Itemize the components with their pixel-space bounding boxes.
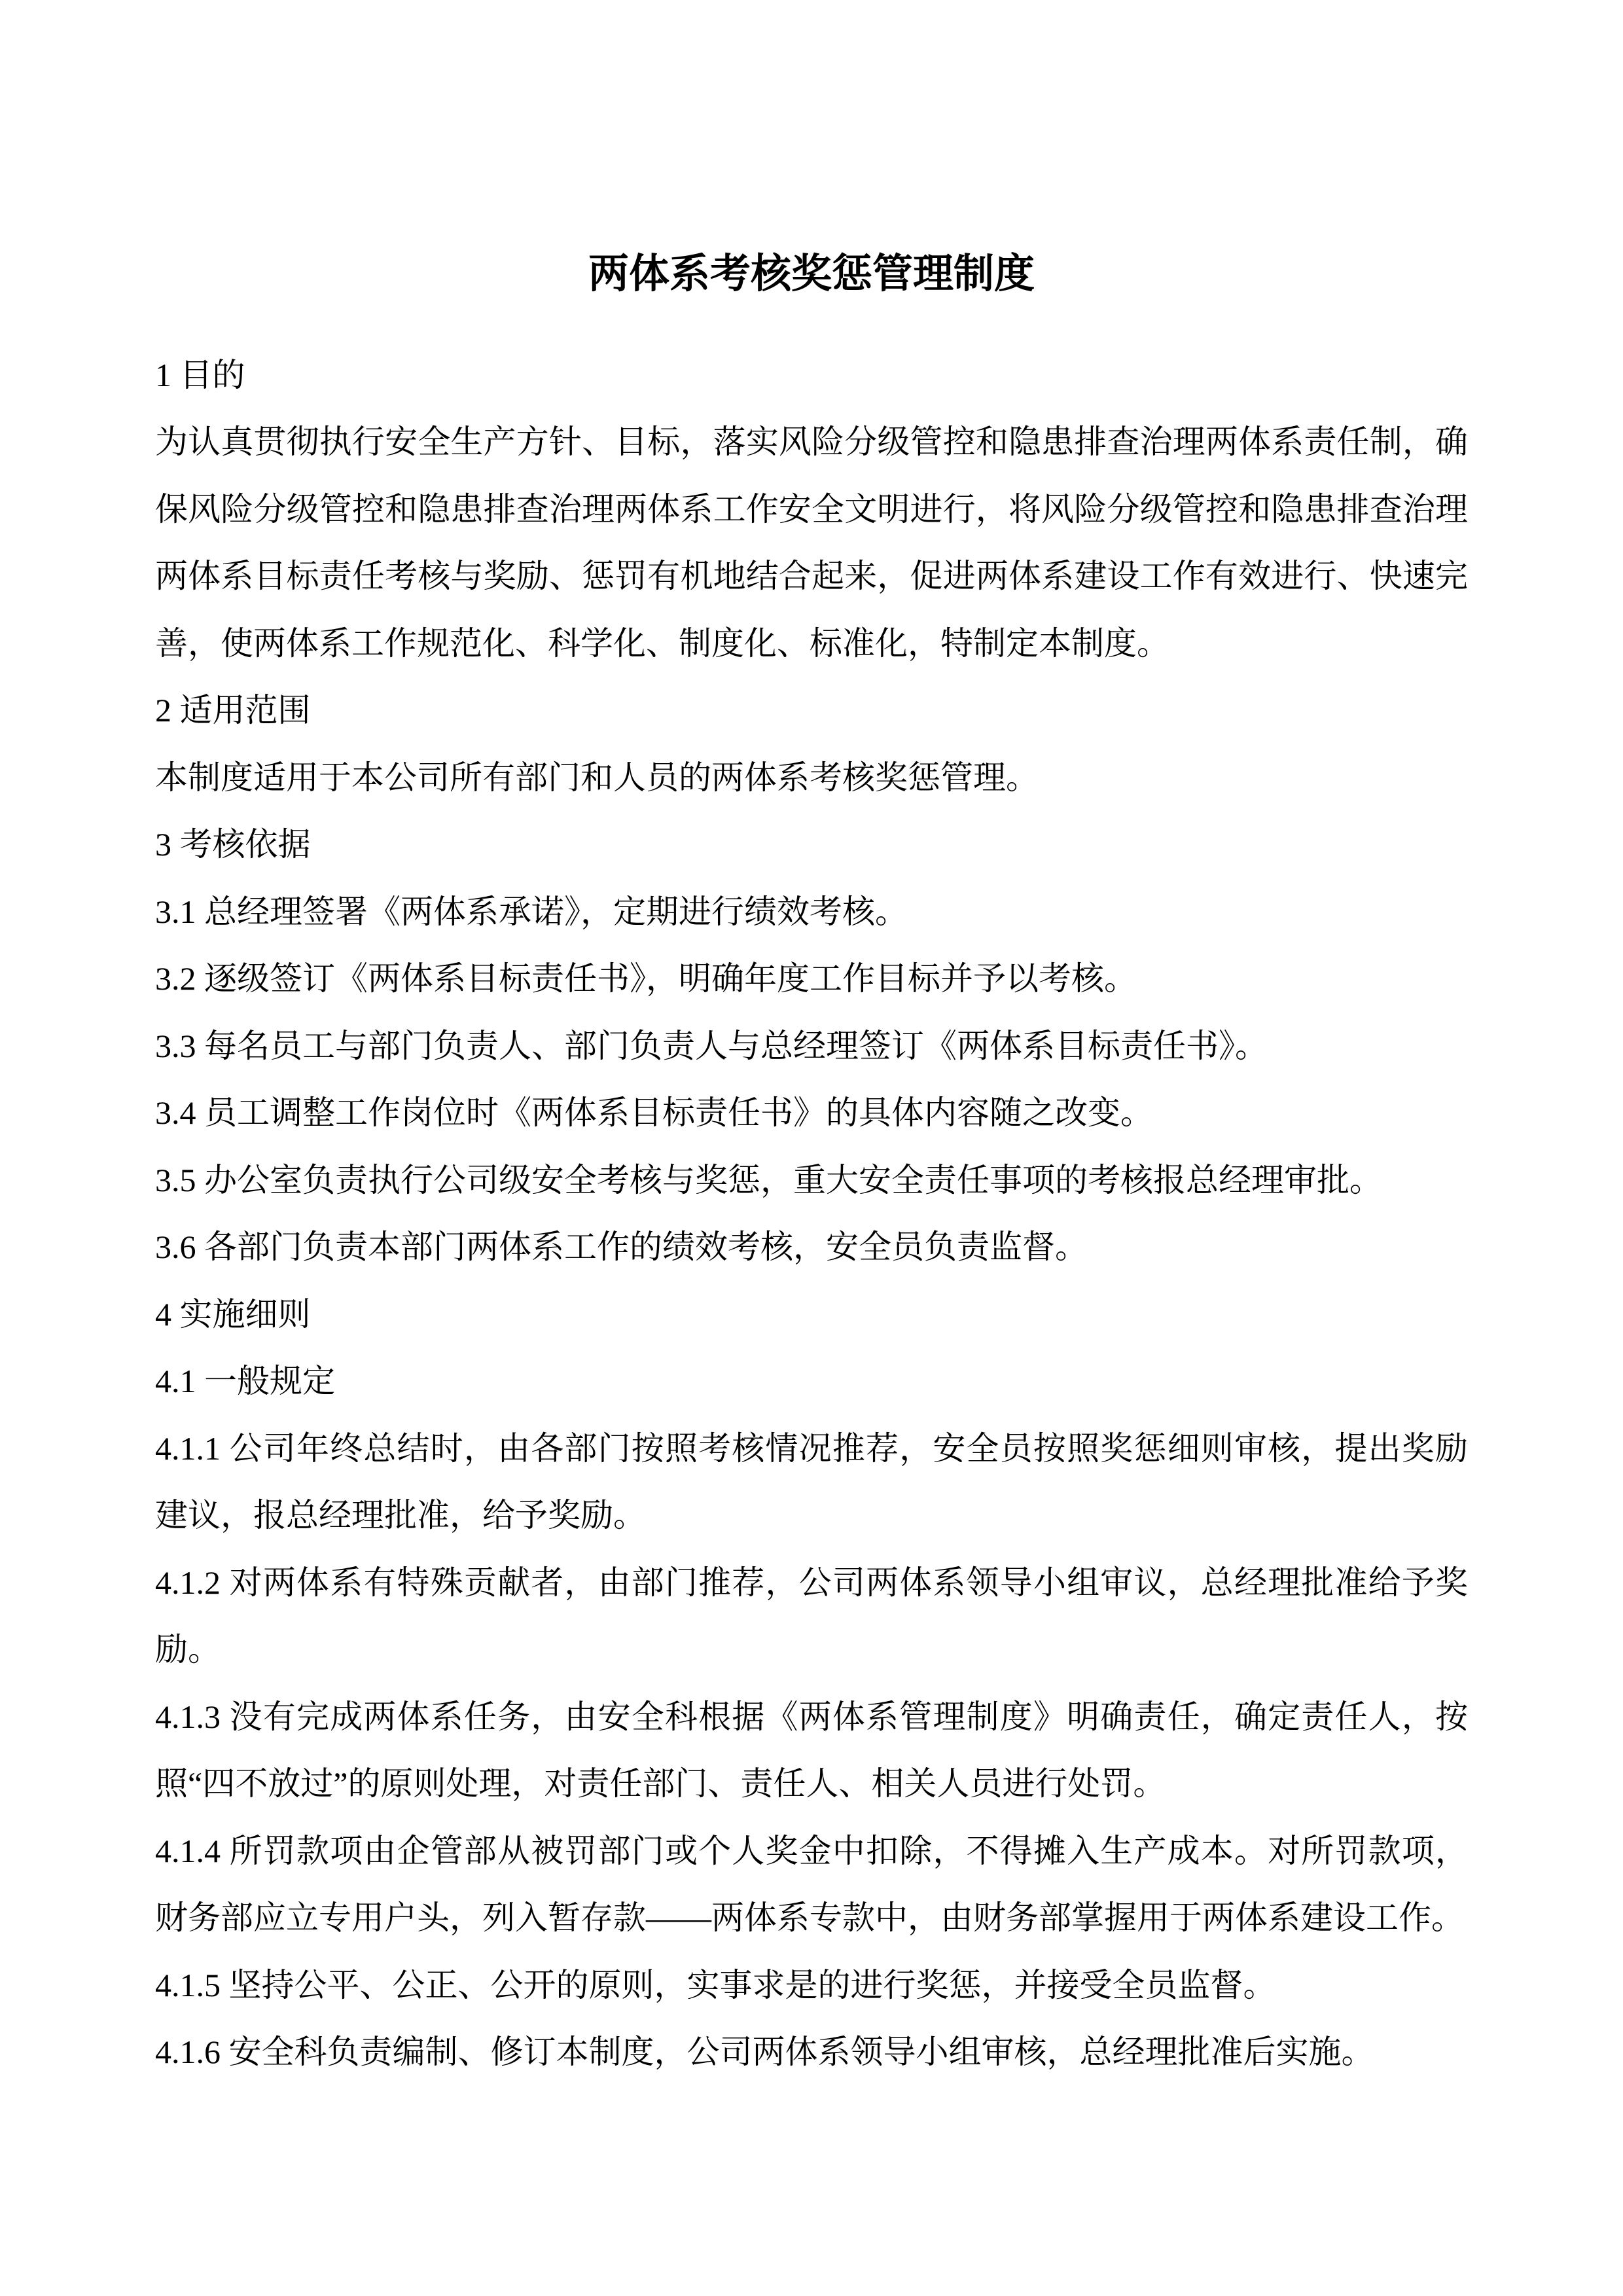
item-3-3: 3.3 每名员工与部门负责人、部门负责人与总经理签订《两体系目标责任书》。 [155,1027,1268,1064]
item-3-2: 3.2 逐级签订《两体系目标责任书》，明确年度工作目标并予以考核。 [155,960,1137,997]
item-3-4: 3.4 员工调整工作岗位时《两体系目标责任书》的具体内容随之改变。 [155,1094,1153,1131]
item-4-1-4: 4.1.4 所罚款项由企管部从被罚部门或个人奖金中扣除，不得摊入生产成本。对所罚款项，财务部应立专用户头，列入暂存款——两体系专款中，由财务部掌握用于两体系建设工作。 [155,1832,1468,1936]
heading-implementation-rules: 4 实施细则 [155,1295,311,1333]
document-title: 两体系考核奖惩管理制度 [588,252,1035,296]
paragraph-purpose: 为认真贯彻执行安全生产方针、目标，落实风险分级管控和隐患排查治理两体系责任制，确保风险分级管控和隐患排查治理两体系工作安全文明进行，将风险分级管控和隐患排查治理两体系目标责任考核与奖励、惩罚有机地结合起来，促进两体系建设工作有效进行、快速完善，使两体系工作规范化、科学化、制度化、标准化，特制定本制度。 [155,423,1468,662]
item-3-5: 3.5 办公室负责执行公司级安全考核与奖惩，重大安全责任事项的考核报总经理审批。 [155,1161,1382,1198]
item-4-1-6: 4.1.6 安全科负责编制、修订本制度，公司两体系领导小组审核，总经理批准后实施。 [155,2034,1374,2070]
heading-scope: 2 适用范围 [155,692,311,728]
heading-purpose: 1 目的 [155,356,245,393]
item-4-1-2: 4.1.2 对两体系有特殊贡献者，由部门推荐，公司两体系领导小组审议，总经理批准给予奖励。 [155,1564,1468,1668]
item-4-1-5: 4.1.5 坚持公平、公正、公开的原则，实事求是的进行奖惩，并接受全员监督。 [155,1966,1276,2003]
item-4-1-1: 4.1.1 公司年终总结时，由各部门按照考核情况推荐，安全员按照奖惩细则审核，提出奖励建议，报总经理批准，给予奖励。 [155,1429,1468,1534]
subheading-general-provisions: 4.1 一般规定 [155,1363,335,1399]
paragraph-scope: 本制度适用于本公司所有部门和人员的两体系考核奖惩管理。 [155,759,1039,796]
heading-assessment-basis: 3 考核依据 [155,826,311,863]
item-3-6: 3.6 各部门负责本部门两体系工作的绩效考核，安全员负责监督。 [155,1229,1088,1265]
item-4-1-3: 4.1.3 没有完成两体系任务，由安全科根据《两体系管理制度》明确责任，确定责任人，按照“四不放过”的原则处理，对责任部门、责任人、相关人员进行处罚。 [155,1698,1468,1802]
item-3-1: 3.1 总经理签署《两体系承诺》，定期进行绩效考核。 [155,893,908,930]
